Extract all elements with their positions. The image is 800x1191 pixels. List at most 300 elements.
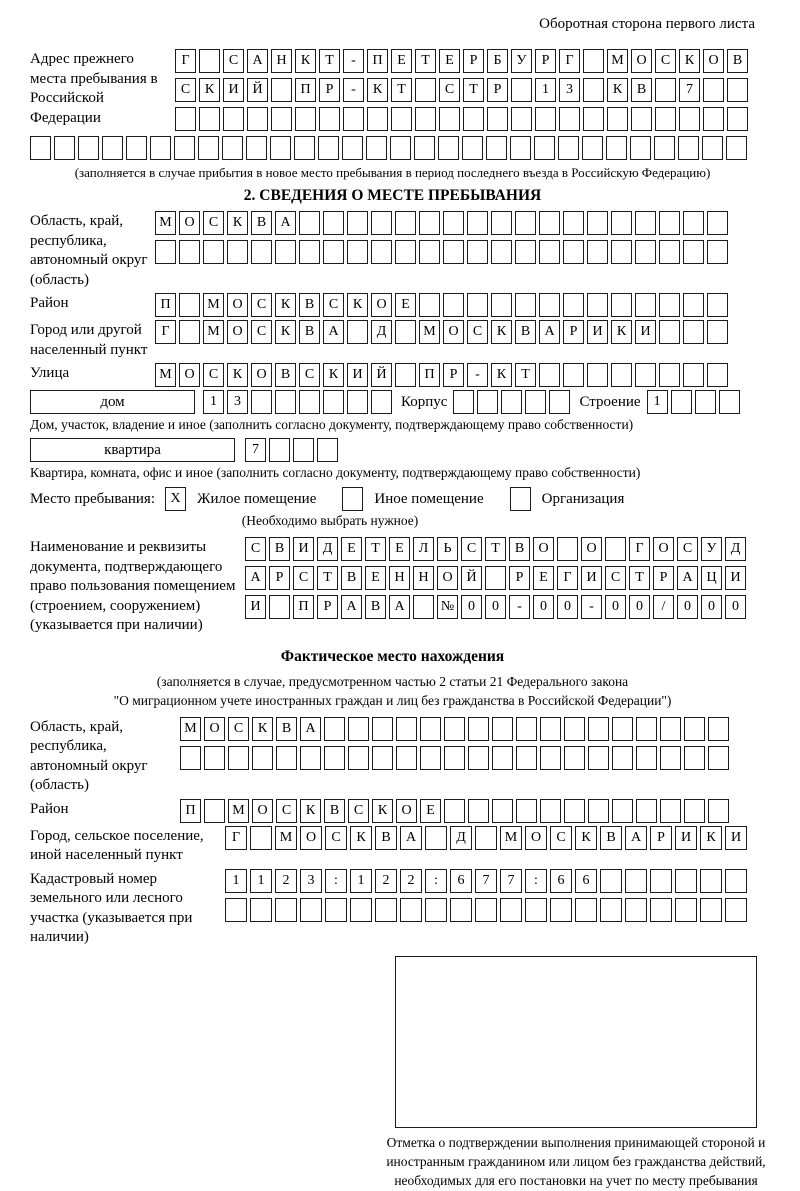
char-box[interactable] — [659, 240, 680, 264]
char-box[interactable] — [367, 107, 388, 131]
char-box[interactable] — [500, 898, 522, 922]
char-box[interactable] — [636, 799, 657, 823]
char-box[interactable]: 7 — [245, 438, 266, 462]
char-box[interactable]: М — [500, 826, 522, 850]
char-box[interactable]: И — [581, 566, 602, 590]
char-box[interactable] — [299, 211, 320, 235]
char-box[interactable] — [700, 898, 722, 922]
char-box[interactable] — [462, 136, 483, 160]
char-box[interactable] — [727, 107, 748, 131]
char-box[interactable] — [583, 49, 604, 73]
char-box[interactable] — [415, 107, 436, 131]
char-box[interactable] — [660, 717, 681, 741]
char-box[interactable]: Е — [365, 566, 386, 590]
char-box[interactable] — [600, 898, 622, 922]
char-box[interactable]: О — [227, 320, 248, 344]
char-box[interactable] — [246, 136, 267, 160]
char-box[interactable] — [703, 107, 724, 131]
char-box[interactable]: Р — [269, 566, 290, 590]
char-box[interactable]: В — [276, 717, 297, 741]
char-box[interactable] — [347, 240, 368, 264]
char-box[interactable] — [515, 211, 536, 235]
char-box[interactable]: К — [227, 363, 248, 387]
char-box[interactable] — [558, 136, 579, 160]
char-box[interactable]: Р — [535, 49, 556, 73]
char-box[interactable] — [443, 211, 464, 235]
char-box[interactable] — [126, 136, 147, 160]
char-box[interactable] — [179, 240, 200, 264]
char-box[interactable] — [671, 390, 692, 414]
char-box[interactable] — [54, 136, 75, 160]
char-box[interactable] — [295, 107, 316, 131]
char-box[interactable] — [539, 363, 560, 387]
char-box[interactable]: Р — [487, 78, 508, 102]
char-box[interactable]: Т — [317, 566, 338, 590]
char-box[interactable]: Г — [155, 320, 176, 344]
char-box[interactable]: Р — [319, 78, 340, 102]
char-box[interactable] — [395, 363, 416, 387]
char-box[interactable] — [636, 717, 657, 741]
char-box[interactable] — [300, 898, 322, 922]
char-box[interactable] — [635, 363, 656, 387]
char-box[interactable]: В — [299, 293, 320, 317]
char-box[interactable]: О — [227, 293, 248, 317]
char-box[interactable] — [425, 826, 447, 850]
char-box[interactable]: 2 — [275, 869, 297, 893]
char-box[interactable]: С — [550, 826, 572, 850]
char-box[interactable]: И — [635, 320, 656, 344]
char-box[interactable] — [516, 746, 537, 770]
char-box[interactable]: К — [367, 78, 388, 102]
char-box[interactable]: К — [607, 78, 628, 102]
char-box[interactable] — [276, 746, 297, 770]
char-box[interactable]: Е — [420, 799, 441, 823]
char-box[interactable] — [203, 240, 224, 264]
char-box[interactable] — [654, 136, 675, 160]
char-box[interactable]: 0 — [533, 595, 554, 619]
char-box[interactable] — [343, 107, 364, 131]
char-box[interactable]: О — [179, 211, 200, 235]
char-box[interactable]: П — [155, 293, 176, 317]
char-box[interactable] — [175, 107, 196, 131]
char-box[interactable] — [371, 240, 392, 264]
char-box[interactable] — [540, 717, 561, 741]
char-box[interactable]: С — [461, 537, 482, 561]
char-box[interactable]: К — [227, 211, 248, 235]
char-box[interactable]: 0 — [461, 595, 482, 619]
char-box[interactable] — [492, 746, 513, 770]
char-box[interactable]: Ь — [437, 537, 458, 561]
char-box[interactable] — [486, 136, 507, 160]
char-box[interactable] — [684, 717, 705, 741]
char-box[interactable]: В — [269, 537, 290, 561]
char-box[interactable]: М — [203, 293, 224, 317]
char-box[interactable] — [707, 211, 728, 235]
char-box[interactable]: В — [600, 826, 622, 850]
char-box[interactable]: С — [293, 566, 314, 590]
char-box[interactable]: И — [675, 826, 697, 850]
char-box[interactable] — [275, 898, 297, 922]
char-box[interactable] — [150, 136, 171, 160]
char-box[interactable]: Т — [365, 537, 386, 561]
char-box[interactable] — [563, 363, 584, 387]
char-box[interactable] — [539, 211, 560, 235]
char-box[interactable] — [659, 211, 680, 235]
char-box[interactable] — [317, 438, 338, 462]
char-box[interactable] — [468, 717, 489, 741]
char-box[interactable] — [492, 799, 513, 823]
char-box[interactable]: О — [533, 537, 554, 561]
char-box[interactable]: С — [299, 363, 320, 387]
char-box[interactable]: О — [300, 826, 322, 850]
char-box[interactable]: А — [275, 211, 296, 235]
char-box[interactable]: О — [631, 49, 652, 73]
char-box[interactable] — [444, 746, 465, 770]
char-box[interactable]: Т — [319, 49, 340, 73]
char-box[interactable]: К — [491, 320, 512, 344]
char-box[interactable]: К — [372, 799, 393, 823]
char-box[interactable]: 7 — [475, 869, 497, 893]
char-box[interactable]: И — [347, 363, 368, 387]
char-box[interactable]: Е — [389, 537, 410, 561]
char-box[interactable] — [419, 240, 440, 264]
char-box[interactable] — [199, 49, 220, 73]
char-box[interactable] — [684, 799, 705, 823]
char-box[interactable]: С — [276, 799, 297, 823]
char-box[interactable] — [563, 211, 584, 235]
char-box[interactable] — [700, 869, 722, 893]
char-box[interactable] — [227, 240, 248, 264]
checkbox-inoe[interactable] — [342, 487, 363, 511]
char-box[interactable]: В — [631, 78, 652, 102]
char-box[interactable]: А — [247, 49, 268, 73]
char-box[interactable]: 0 — [701, 595, 722, 619]
char-box[interactable]: П — [293, 595, 314, 619]
char-box[interactable] — [684, 746, 705, 770]
char-box[interactable]: Й — [461, 566, 482, 590]
char-box[interactable] — [611, 211, 632, 235]
char-box[interactable]: 0 — [677, 595, 698, 619]
char-box[interactable]: Г — [225, 826, 247, 850]
char-box[interactable]: С — [251, 320, 272, 344]
char-box[interactable] — [611, 363, 632, 387]
char-box[interactable]: О — [443, 320, 464, 344]
char-box[interactable]: Е — [533, 566, 554, 590]
char-box[interactable] — [294, 136, 315, 160]
char-box[interactable]: : — [325, 869, 347, 893]
char-box[interactable]: А — [625, 826, 647, 850]
char-box[interactable] — [318, 136, 339, 160]
char-box[interactable]: Р — [509, 566, 530, 590]
char-box[interactable]: А — [323, 320, 344, 344]
char-box[interactable]: 7 — [500, 869, 522, 893]
char-box[interactable]: В — [515, 320, 536, 344]
char-box[interactable]: К — [275, 293, 296, 317]
char-box[interactable] — [467, 293, 488, 317]
char-box[interactable] — [179, 293, 200, 317]
char-box[interactable]: Р — [653, 566, 674, 590]
char-box[interactable] — [467, 240, 488, 264]
char-box[interactable] — [414, 136, 435, 160]
char-box[interactable]: № — [437, 595, 458, 619]
char-box[interactable]: С — [203, 211, 224, 235]
char-box[interactable]: А — [389, 595, 410, 619]
char-box[interactable] — [702, 136, 723, 160]
char-box[interactable]: О — [179, 363, 200, 387]
char-box[interactable]: : — [525, 869, 547, 893]
char-box[interactable] — [420, 717, 441, 741]
char-box[interactable]: С — [228, 717, 249, 741]
char-box[interactable] — [606, 136, 627, 160]
char-box[interactable] — [347, 320, 368, 344]
char-box[interactable] — [395, 240, 416, 264]
char-box[interactable] — [659, 293, 680, 317]
char-box[interactable] — [300, 746, 321, 770]
char-box[interactable]: И — [223, 78, 244, 102]
char-box[interactable]: Д — [371, 320, 392, 344]
char-box[interactable]: Д — [317, 537, 338, 561]
char-box[interactable] — [487, 107, 508, 131]
char-box[interactable]: Р — [443, 363, 464, 387]
char-box[interactable]: Н — [413, 566, 434, 590]
char-box[interactable] — [228, 746, 249, 770]
char-box[interactable] — [30, 136, 51, 160]
char-box[interactable]: 6 — [550, 869, 572, 893]
char-box[interactable] — [535, 107, 556, 131]
char-box[interactable]: О — [204, 717, 225, 741]
char-box[interactable] — [659, 363, 680, 387]
char-box[interactable]: 0 — [605, 595, 626, 619]
char-box[interactable]: Р — [650, 826, 672, 850]
char-box[interactable] — [540, 746, 561, 770]
char-box[interactable]: 2 — [400, 869, 422, 893]
char-box[interactable]: В — [509, 537, 530, 561]
char-box[interactable]: К — [252, 717, 273, 741]
char-box[interactable] — [525, 898, 547, 922]
char-box[interactable] — [708, 717, 729, 741]
char-box[interactable]: М — [228, 799, 249, 823]
char-box[interactable]: К — [679, 49, 700, 73]
char-box[interactable] — [587, 240, 608, 264]
char-box[interactable]: Г — [629, 537, 650, 561]
char-box[interactable] — [525, 390, 546, 414]
char-box[interactable] — [324, 746, 345, 770]
char-box[interactable] — [251, 390, 272, 414]
char-box[interactable]: П — [419, 363, 440, 387]
char-box[interactable]: Т — [515, 363, 536, 387]
char-box[interactable] — [563, 240, 584, 264]
char-box[interactable] — [375, 898, 397, 922]
char-box[interactable] — [180, 746, 201, 770]
char-box[interactable]: У — [511, 49, 532, 73]
char-box[interactable]: Н — [389, 566, 410, 590]
char-box[interactable] — [564, 746, 585, 770]
char-box[interactable]: К — [700, 826, 722, 850]
char-box[interactable] — [725, 869, 747, 893]
char-box[interactable] — [250, 898, 272, 922]
char-box[interactable]: 7 — [679, 78, 700, 102]
char-box[interactable]: - — [467, 363, 488, 387]
char-box[interactable]: К — [275, 320, 296, 344]
char-box[interactable] — [583, 107, 604, 131]
char-box[interactable]: С — [467, 320, 488, 344]
char-box[interactable] — [348, 746, 369, 770]
char-box[interactable]: : — [425, 869, 447, 893]
char-box[interactable] — [625, 898, 647, 922]
char-box[interactable]: В — [375, 826, 397, 850]
char-box[interactable] — [223, 107, 244, 131]
char-box[interactable]: Ц — [701, 566, 722, 590]
char-box[interactable]: Е — [395, 293, 416, 317]
char-box[interactable] — [323, 211, 344, 235]
char-box[interactable] — [453, 390, 474, 414]
checkbox-zhiloe[interactable]: X — [165, 487, 186, 511]
char-box[interactable] — [612, 746, 633, 770]
char-box[interactable] — [475, 898, 497, 922]
char-box[interactable] — [588, 799, 609, 823]
char-box[interactable] — [415, 78, 436, 102]
char-box[interactable] — [439, 107, 460, 131]
char-box[interactable]: 3 — [227, 390, 248, 414]
char-box[interactable] — [250, 826, 272, 850]
char-box[interactable] — [78, 136, 99, 160]
char-box[interactable] — [413, 595, 434, 619]
char-box[interactable] — [683, 293, 704, 317]
char-box[interactable]: Е — [341, 537, 362, 561]
char-box[interactable]: К — [300, 799, 321, 823]
char-box[interactable]: 1 — [647, 390, 668, 414]
char-box[interactable] — [247, 107, 268, 131]
char-box[interactable] — [511, 78, 532, 102]
char-box[interactable]: С — [245, 537, 266, 561]
char-box[interactable]: И — [293, 537, 314, 561]
char-box[interactable] — [695, 390, 716, 414]
char-box[interactable] — [395, 320, 416, 344]
char-box[interactable] — [612, 717, 633, 741]
char-box[interactable] — [204, 799, 225, 823]
char-box[interactable] — [491, 293, 512, 317]
char-box[interactable]: С — [323, 293, 344, 317]
char-box[interactable] — [549, 390, 570, 414]
char-box[interactable]: А — [539, 320, 560, 344]
char-box[interactable]: О — [371, 293, 392, 317]
char-box[interactable]: О — [437, 566, 458, 590]
char-box[interactable] — [323, 390, 344, 414]
char-box[interactable] — [366, 136, 387, 160]
char-box[interactable]: О — [396, 799, 417, 823]
char-box[interactable] — [707, 240, 728, 264]
char-box[interactable]: Т — [415, 49, 436, 73]
char-box[interactable]: Г — [557, 566, 578, 590]
char-box[interactable] — [443, 293, 464, 317]
char-box[interactable] — [252, 746, 273, 770]
char-box[interactable] — [588, 746, 609, 770]
char-box[interactable] — [269, 595, 290, 619]
char-box[interactable] — [588, 717, 609, 741]
char-box[interactable] — [271, 78, 292, 102]
char-box[interactable] — [492, 717, 513, 741]
char-box[interactable]: И — [725, 826, 747, 850]
char-box[interactable]: М — [203, 320, 224, 344]
char-box[interactable] — [539, 240, 560, 264]
char-box[interactable] — [350, 898, 372, 922]
char-box[interactable] — [468, 746, 489, 770]
char-box[interactable] — [485, 566, 506, 590]
char-box[interactable]: Б — [487, 49, 508, 73]
char-box[interactable]: - — [343, 49, 364, 73]
char-box[interactable] — [564, 799, 585, 823]
char-box[interactable] — [390, 136, 411, 160]
char-box[interactable] — [675, 898, 697, 922]
char-box[interactable] — [342, 136, 363, 160]
char-box[interactable] — [719, 390, 740, 414]
char-box[interactable] — [707, 320, 728, 344]
char-box[interactable]: 0 — [629, 595, 650, 619]
char-box[interactable]: 2 — [375, 869, 397, 893]
char-box[interactable]: Р — [463, 49, 484, 73]
char-box[interactable] — [683, 211, 704, 235]
char-box[interactable] — [222, 136, 243, 160]
char-box[interactable]: Г — [559, 49, 580, 73]
char-box[interactable] — [587, 363, 608, 387]
char-box[interactable] — [655, 107, 676, 131]
char-box[interactable]: М — [155, 211, 176, 235]
char-box[interactable]: С — [605, 566, 626, 590]
char-box[interactable] — [587, 211, 608, 235]
char-box[interactable] — [563, 293, 584, 317]
char-box[interactable]: 0 — [725, 595, 746, 619]
char-box[interactable] — [510, 136, 531, 160]
char-box[interactable] — [225, 898, 247, 922]
char-box[interactable] — [511, 107, 532, 131]
kvartira-box[interactable]: квартира — [30, 438, 235, 462]
char-box[interactable] — [612, 799, 633, 823]
char-box[interactable] — [655, 78, 676, 102]
char-box[interactable] — [372, 717, 393, 741]
char-box[interactable] — [347, 211, 368, 235]
char-box[interactable] — [419, 293, 440, 317]
char-box[interactable]: 1 — [250, 869, 272, 893]
char-box[interactable] — [155, 240, 176, 264]
char-box[interactable] — [420, 746, 441, 770]
char-box[interactable] — [534, 136, 555, 160]
char-box[interactable] — [564, 717, 585, 741]
checkbox-organizatsiya[interactable] — [510, 487, 531, 511]
char-box[interactable] — [299, 390, 320, 414]
char-box[interactable] — [707, 293, 728, 317]
char-box[interactable]: О — [251, 363, 272, 387]
char-box[interactable] — [299, 240, 320, 264]
char-box[interactable] — [371, 390, 392, 414]
char-box[interactable] — [708, 799, 729, 823]
char-box[interactable]: К — [491, 363, 512, 387]
char-box[interactable] — [575, 898, 597, 922]
char-box[interactable]: О — [653, 537, 674, 561]
char-box[interactable]: О — [252, 799, 273, 823]
char-box[interactable] — [630, 136, 651, 160]
char-box[interactable] — [725, 898, 747, 922]
char-box[interactable]: О — [581, 537, 602, 561]
char-box[interactable] — [174, 136, 195, 160]
char-box[interactable]: П — [367, 49, 388, 73]
char-box[interactable] — [607, 107, 628, 131]
char-box[interactable]: С — [175, 78, 196, 102]
char-box[interactable]: М — [275, 826, 297, 850]
char-box[interactable] — [438, 136, 459, 160]
char-box[interactable]: Е — [439, 49, 460, 73]
char-box[interactable] — [550, 898, 572, 922]
char-box[interactable] — [727, 78, 748, 102]
